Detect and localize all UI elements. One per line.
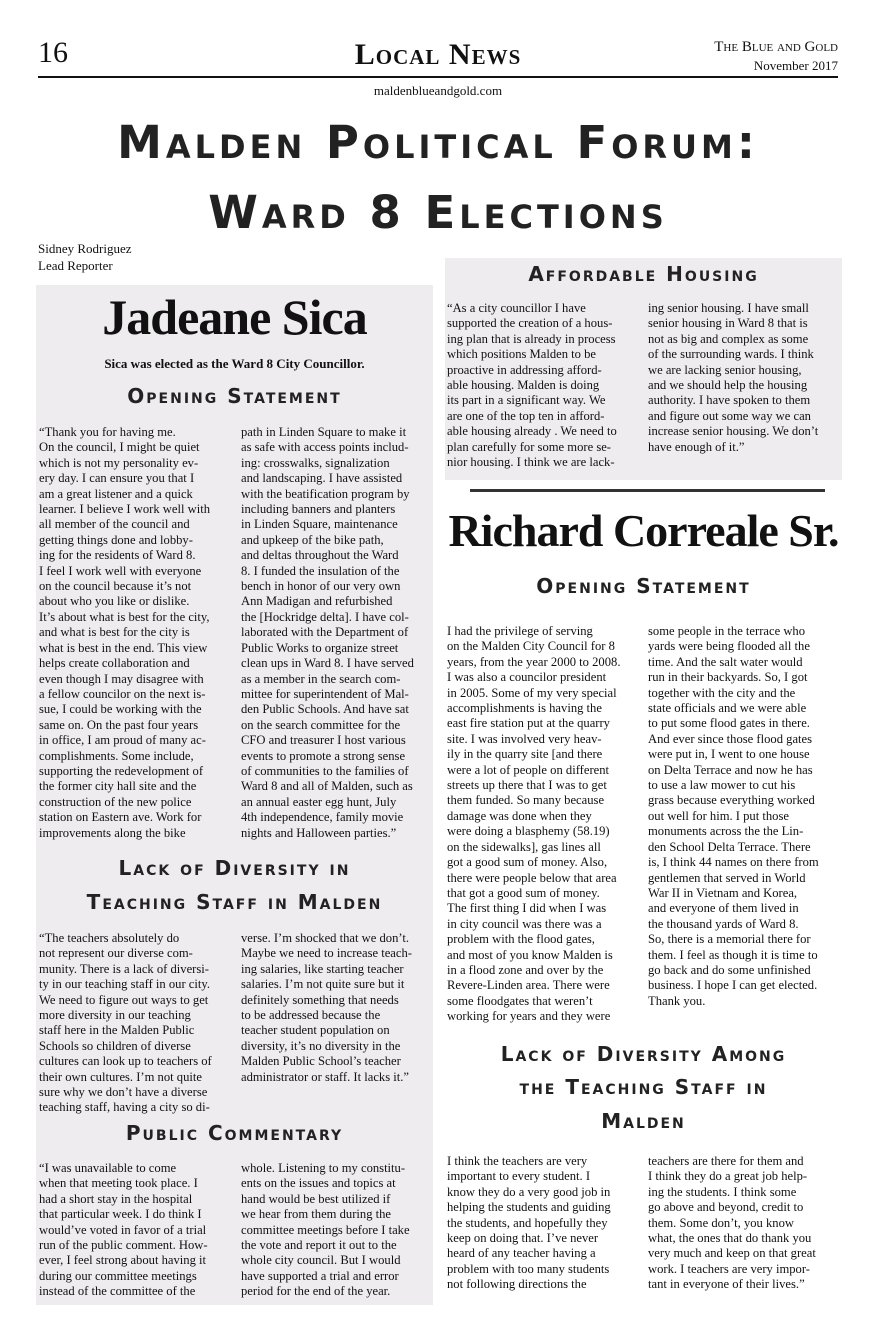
sica-opening-col-2: path in Linden Square to make it as safe with access points includ- ing: crosswalks, signalization and landscaping. I have assisted with the beatification program by including banners and planters in Linden Square, maintenance and upkeep of the bike path, and deltas throughout the Ward 8. I funded the insulation of the bench in honor of our very own Ann Madigan and refurbished the [Hockridge delta]. I have col- laborated with the Department of Public Works to organize street clean ups in Ward 8. I have served as a member in the search com- mittee for superintendent of Mal- den Public Schools. And have sat on the search committee for the CFO and treasurer I host various events to promote a strong sense of communities to the families of Ward 8 and all of Malden, such as an annual easter egg hunt, July 4th independence, family movie nights and Halloween parties.”: [241, 425, 414, 840]
sica-commentary-col-2: whole. Listening to my constitu- ents on the issues and topics at hand would be best utilized if we hear from them during the committee meetings before I take the vote and report it out to the whole city council. But I would have supported a trial and error period for the end of the year.: [241, 1161, 410, 1299]
housing-col-2: ing senior housing. I have small senior housing in Ward 8 that is not as big and complex as some of the surrounding wards. I think we are lacking senior housing, and we should help the housing authority. I have spoken to them and figure out some way we can increase senior housing. We don’t have enough of it.”: [648, 301, 819, 454]
sica-opening-col-1: “Thank you for having me. On the council, I might be quiet which is not my personality ev- ery day. I can ensure you that I am a great listener and a quick learner. I believe I work well with all member of the council and getting things done and lobby- ing for the residents of Ward 8. I feel I work well with everyone on the council because it’s not about who you like or dislike. It’s about what is best for the city, and what is best for the city is what is best in the end. This view helps create collaboration and even though I may disagree with a fellow councilor on the next is- sue, I could be working with the same on. On the past four years in office, I am proud of many ac- complishments. Some include, supporting the redevelopment of the former city hall site and the construction of the new police station on Eastern ave. Work for improvements along the bike: [39, 425, 210, 840]
sica-name: Jadeane Sica: [102, 289, 367, 345]
issue-date: November 2017: [753, 58, 838, 73]
sica-commentary-col-1: “I was unavailable to come when that meeting took place. I had a short stay in the hospital that particular week. I do think I would’ve voted in favor of a trial run of the public comment. How- ever, I feel strong about having it during our committee meetings instead of the committee of the: [39, 1161, 208, 1299]
correale-diversity-heading-3: Malden: [601, 1109, 686, 1133]
page-number: 16: [38, 36, 68, 69]
sica-commentary-heading: Public Commentary: [125, 1121, 344, 1145]
correale-opening-col-1: I had the privilege of serving on the Malden City Council for 8 years, from the year 2000 to 2008. I was also a councilor president in 2005. Some of my very special accomplishments is having the east fire station put at the quarry site. I was involved very heav- ily in the quarry site [and there were a lot of people on different streets up there that I was to get them funded. So many because damage was done when they were doing a blasphemy (58.19) on the sidewalks], gas lines all got a good sum of money. Also, there were people below that area that got a good sum of money. The first thing I did when I was in city council was there was a problem with the flood gates, and most of you know Malden is in a flood zone and over by the Revere-Linden area. There were some floodgates that weren’t working for years and they were: [447, 624, 621, 1024]
publication-name: The Blue and Gold: [714, 39, 838, 55]
correale-diversity-col-1: I think the teachers are very important to every student. I know they do a very good job in helping the students and guiding the students, and hopefully they keep on doing that. I’ve never heard of any teacher having a problem with too many students not following directions the: [447, 1154, 611, 1292]
correale-diversity-heading-2: the Teaching Staff in: [519, 1075, 768, 1099]
correale-opening-col-2: some people in the terrace who yards were being flooded all the time. And the salt water would run in their backyards. So, I got together with the city and the state officials and we were able to put some flood gates in there. And ever since those flood gates were put in, I went to one house on Delta Terrace and now he has to use a law mower to cut his grass because everything worked out well for him. I put those monuments across the the Lin- den School Delta Terrace. There is, I think 44 names on there from gentlemen that served in World War II in Vietnam and Korea, and everyone of them lived in the thousand yards of Ward 8. So, there is a memorial there for them. I feel as though it is time to go back and do some unfinished business. I hope I can get elected. Thank you.: [648, 624, 819, 1008]
sica-diversity-col-2: verse. I’m shocked that we don’t. Maybe we need to increase teach- ing salaries, like starting teacher salaries. I’m not quite sure but it definitely something that needs to be addressed because the teacher student population on diversity, it’s no diversity in the Malden Public School’s teacher administrator or staff. It lacks it.”: [241, 931, 412, 1084]
housing-heading: Affordable Housing: [528, 262, 759, 286]
sica-diversity-heading-2: Teaching Staff in Malden: [86, 890, 383, 914]
byline: [38, 240, 132, 274]
headline-line-2: Ward 8 Elections: [208, 186, 668, 239]
sica-opening-heading: Opening Statement: [127, 384, 342, 408]
section-divider: [470, 489, 825, 492]
byline-name: Sidney Rodriguez: [38, 241, 132, 256]
sica-diversity-col-1: “The teachers absolutely do not represent our diverse com- munity. There is a lack of diversi- ty in our teaching staff in our city. We need to figure out ways to get more diversity in our teaching staff here in the Malden Public Schools so children of diverse cultures can look up to teachers of their own cultures. I’m not quite sure why we don’t have a diverse teaching staff, having a city so di-: [39, 931, 212, 1115]
byline-role: Lead Reporter: [38, 258, 113, 273]
sica-diversity-heading-1: Lack of Diversity in: [118, 856, 351, 880]
headline-line-1: Malden Political Forum:: [117, 116, 759, 169]
correale-name: Richard Correale Sr.: [448, 505, 839, 556]
correale-opening-heading: Opening Statement: [536, 574, 751, 598]
correale-diversity-col-2: teachers are there for them and I think they do a great job help- ing the students. I think some go above and beyond, credit to them. Some don’t, you know what, the ones that do thank you very much and keep on that great work. I teachers are very impor- tant in everyone of their lives.”: [648, 1154, 816, 1292]
sica-subtitle: Sica was elected as the Ward 8 City Councillor.: [104, 356, 365, 371]
housing-col-1: “As a city councillor I have supported the creation of a hous- ing plan that is already in process which positions Malden to be proactive in addressing afford- able housing. Malden is doing its part in a significant way. We are one of the top ten in afford- able housing already . We need to plan carefully for some more se- nior housing. I think we are lack-: [447, 301, 617, 470]
section-title: Local News: [354, 38, 522, 71]
correale-diversity-heading-1: Lack of Diversity Among: [500, 1042, 787, 1066]
website-link[interactable]: maldenblueandgold.com: [373, 83, 503, 98]
masthead-rule: [38, 76, 838, 78]
